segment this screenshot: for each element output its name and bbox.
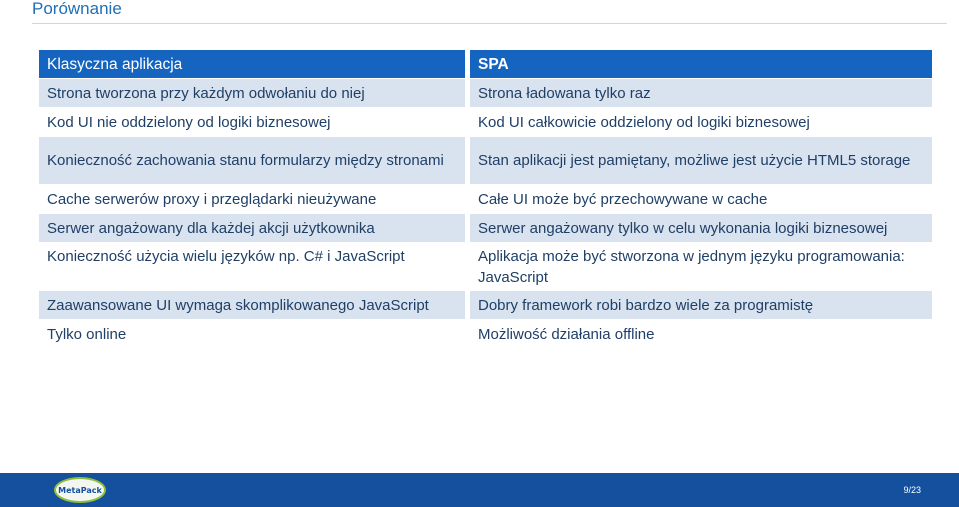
table-row: Cache serwerów proxy i przeglądarki nieużywane (39, 185, 465, 213)
table-row: Serwer angażowany tylko w celu wykonania logiki biznesowej (470, 214, 932, 242)
spa-table (470, 50, 932, 349)
table-row: Możliwość działania offline (470, 320, 932, 348)
table-row: Dobry framework robi bardzo wiele za programistę (470, 291, 932, 319)
table-row: Strona ładowana tylko raz (470, 79, 932, 107)
table-row: Strona tworzona przy każdym odwołaniu do niej (39, 79, 465, 107)
footer-bar (0, 473, 959, 507)
classic-app-table (39, 50, 465, 349)
spa-header: SPA (470, 50, 932, 78)
table-row: Zaawansowane UI wymaga skomplikowanego JavaScript (39, 291, 465, 319)
table-row: Tylko online (39, 320, 465, 348)
slide-title: Porównanie (32, 0, 122, 18)
table-row: Kod UI całkowicie oddzielony od logiki biznesowej (470, 108, 932, 136)
metapack-logo (54, 477, 106, 503)
table-row: Całe UI może być przechowywane w cache (470, 185, 932, 213)
title-divider (32, 23, 947, 24)
classic-app-header: Klasyczna aplikacja (39, 50, 465, 78)
table-row: Konieczność zachowania stanu formularzy między stronami (39, 137, 465, 184)
table-row: Stan aplikacji jest pamiętany, możliwe jest użycie HTML5 storage (470, 137, 932, 184)
table-row: Serwer angażowany dla każdej akcji użytkownika (39, 214, 465, 242)
page-number: 9/23 (903, 485, 921, 495)
logo-text: MetaPack (58, 485, 102, 495)
table-row: Konieczność użycia wielu języków np. C# i JavaScript (39, 243, 465, 290)
table-row: Kod UI nie oddzielony od logiki biznesowej (39, 108, 465, 136)
table-row: Aplikacja może być stworzona w jednym języku programowania: JavaScript (470, 243, 932, 290)
